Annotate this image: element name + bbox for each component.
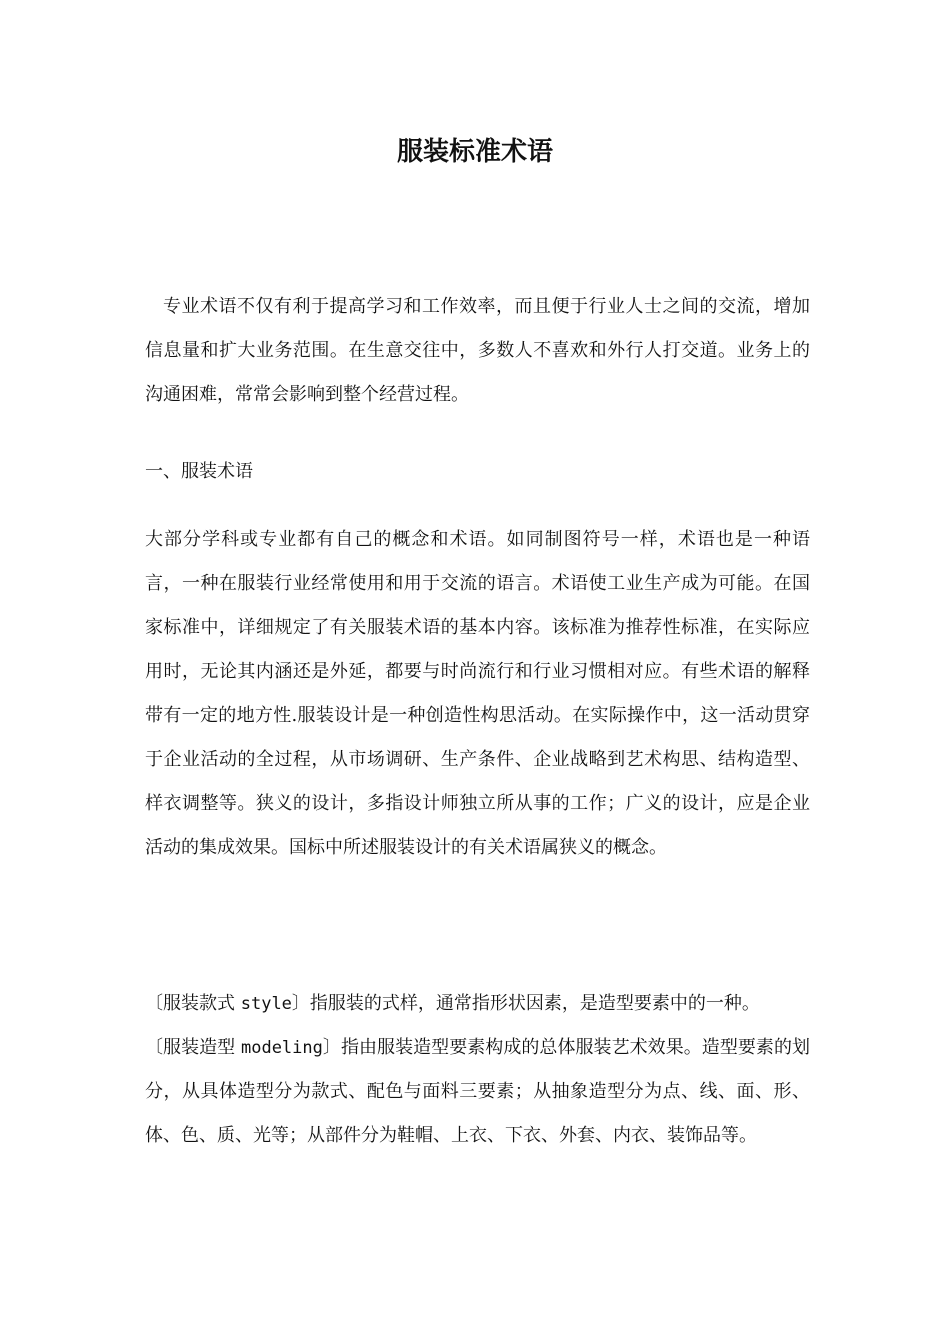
term-modeling-open: 〔服装造型 <box>145 1037 241 1058</box>
intro-paragraph: 专业术语不仅有利于提高学习和工作效率，而且便于行业人士之间的交流，增加信息量和扩大业务范围。在生意交往中，多数人不喜欢和外行人打交道。业务上的沟通困难，常常会影响到整个经营过程。 <box>145 296 810 405</box>
term-modeling-latin: modeling <box>240 1038 323 1058</box>
term-modeling-close: 〕 <box>322 1037 341 1058</box>
term-style-close: 〕 <box>291 993 310 1014</box>
term-style-latin: style <box>240 994 292 1014</box>
main-paragraph: 大部分学科或专业都有自己的概念和术语。如同制图符号一样，术语也是一种语言，一种在服装行业经常使用和用于交流的语言。术语使工业生产成为可能。在国家标准中，详细规定了有关服装术语的基本内容。该标准为推荐性标准，在实际应用时，无论其内涵还是外延，都要与时尚流行和行业习惯相对应。有些术语的解释带有一定的地方性.服装设计是一种创造性构思活动。在实际操作中，这一活动贯穿于企业活动的全过程，从市场调研、生产条件、企业战略到艺术构思、结构造型、样衣调整等。狭义的设计，多指设计师独立所从事的工作；广义的设计，应是企业活动的集成效果。国标中所述服装设计的有关术语属狭义的概念。 <box>145 529 810 858</box>
term-modeling-definition: 指由服装造型要素构成的总体服装艺术效果。造型要素的划分，从具体造型分为款式、配色与面料三要素；从抽象造型分为点、线、面、形、体、色、质、光等；从部件分为鞋帽、上衣、下衣、外套、内衣、装饰品等。 <box>145 1037 811 1146</box>
section-heading: 一、服装术语 <box>145 461 253 482</box>
term-style-open: 〔服装款式 <box>145 993 241 1014</box>
document-title: 服装标准术语 <box>396 137 553 167</box>
term-style-definition: 指服装的式样，通常指形状因素，是造型要素中的一种。 <box>309 993 760 1014</box>
term-modeling-paragraph <box>145 1026 810 1158</box>
term-style-paragraph <box>145 982 810 1026</box>
